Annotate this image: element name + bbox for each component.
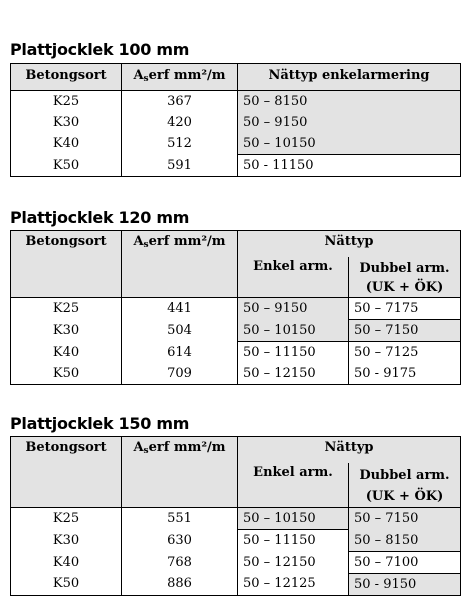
cell-enkel: 50 – 10150: [238, 320, 349, 342]
cell-enkel: 50 – 11150: [238, 530, 349, 552]
table-row: [11, 342, 461, 364]
cell-area: 630: [122, 530, 238, 552]
cell-betongsort: K40: [11, 133, 122, 155]
cell-betongsort: K50: [11, 573, 122, 595]
cell-area: 551: [122, 508, 238, 530]
area-subscript: s: [143, 240, 149, 250]
area-unit: erf mm²/m: [148, 234, 226, 249]
column-header-betongsort: Betongsort: [11, 64, 122, 91]
table-row: [11, 320, 461, 342]
cell-betongsort: K40: [11, 342, 122, 364]
table-row: [11, 508, 461, 530]
cell-dubbel: 50 - 9175: [349, 363, 461, 385]
column-header-enkel: Enkel arm.: [238, 463, 349, 508]
cell-betongsort: K30: [11, 530, 122, 552]
cell-enkel: 50 – 12150: [238, 551, 349, 573]
cell-enkel: 50 – 8150: [238, 91, 461, 113]
cell-dubbel: 50 – 7175: [349, 298, 461, 320]
cell-betongsort: K25: [11, 91, 122, 113]
reinforcement-table-120: [10, 230, 461, 385]
cell-dubbel: 50 – 7100: [349, 551, 461, 573]
section-title: Plattjocklek 120 mm: [10, 208, 190, 227]
reinforcement-table-100: [10, 63, 461, 177]
table-row: [11, 363, 461, 385]
cell-betongsort: K50: [11, 363, 122, 385]
cell-enkel: 50 – 12125: [238, 573, 349, 595]
cell-area: 591: [122, 155, 238, 177]
cell-enkel: 50 - 11150: [238, 155, 461, 177]
cell-dubbel: 50 – 7150: [349, 508, 461, 530]
cell-area: 504: [122, 320, 238, 342]
cell-betongsort: K50: [11, 155, 122, 177]
area-unit: erf mm²/m: [148, 440, 226, 455]
dubbel-line1: Dubbel arm.: [359, 467, 450, 483]
cell-enkel: 50 – 9150: [238, 298, 349, 320]
cell-betongsort: K30: [11, 112, 122, 133]
column-header-dubbel: [349, 257, 461, 298]
cell-betongsort: K25: [11, 508, 122, 530]
cell-betongsort: K30: [11, 320, 122, 342]
cell-enkel: 50 – 12150: [238, 363, 349, 385]
column-header-betongsort: Betongsort: [11, 437, 122, 508]
area-symbol: A: [133, 68, 144, 83]
table-row: [11, 298, 461, 320]
cell-enkel: 50 – 9150: [238, 112, 461, 133]
table-row: [11, 112, 461, 133]
table-row: [11, 530, 461, 552]
cell-enkel: 50 – 11150: [238, 342, 349, 364]
reinforcement-table-150: [10, 436, 461, 596]
area-subscript: s: [143, 446, 149, 456]
column-header-area: [122, 437, 238, 508]
dubbel-line2: (UK + ÖK): [365, 279, 444, 295]
column-header-dubbel: [349, 463, 461, 508]
cell-area: 420: [122, 112, 238, 133]
table-header-row: [11, 437, 461, 463]
column-header-enkel: Enkel arm.: [238, 257, 349, 298]
table-row: [11, 573, 461, 595]
cell-enkel: 50 – 10150: [238, 133, 461, 155]
column-header-area: [122, 64, 238, 91]
cell-area: 512: [122, 133, 238, 155]
cell-area: 709: [122, 363, 238, 385]
cell-area: 886: [122, 573, 238, 595]
cell-dubbel: 50 – 7150: [349, 320, 461, 342]
area-subscript: s: [143, 74, 149, 84]
dubbel-line1: Dubbel arm.: [359, 260, 450, 276]
cell-dubbel: 50 – 7125: [349, 342, 461, 364]
cell-area: 441: [122, 298, 238, 320]
column-header-nattyp: Nättyp: [238, 437, 461, 463]
column-header-nattyp: Nättyp enkelarmering: [238, 64, 461, 91]
table-row: [11, 551, 461, 573]
column-header-nattyp: Nättyp: [238, 231, 461, 257]
table-header-row: [11, 64, 461, 91]
table-header-row: [11, 231, 461, 257]
cell-dubbel: 50 – 8150: [349, 530, 461, 552]
table-row: [11, 133, 461, 155]
cell-dubbel: 50 - 9150: [349, 573, 461, 595]
column-header-betongsort: Betongsort: [11, 231, 122, 298]
cell-betongsort: K40: [11, 551, 122, 573]
area-symbol: A: [133, 440, 144, 455]
cell-enkel: 50 – 10150: [238, 508, 349, 530]
cell-betongsort: K25: [11, 298, 122, 320]
section-title: Plattjocklek 100 mm: [10, 40, 190, 59]
area-symbol: A: [133, 234, 144, 249]
section-title: Plattjocklek 150 mm: [10, 414, 190, 433]
cell-area: 614: [122, 342, 238, 364]
cell-area: 768: [122, 551, 238, 573]
cell-area: 367: [122, 91, 238, 113]
dubbel-line2: (UK + ÖK): [365, 488, 444, 504]
table-row: [11, 91, 461, 113]
table-row: [11, 155, 461, 177]
column-header-area: [122, 231, 238, 298]
area-unit: erf mm²/m: [148, 68, 226, 83]
